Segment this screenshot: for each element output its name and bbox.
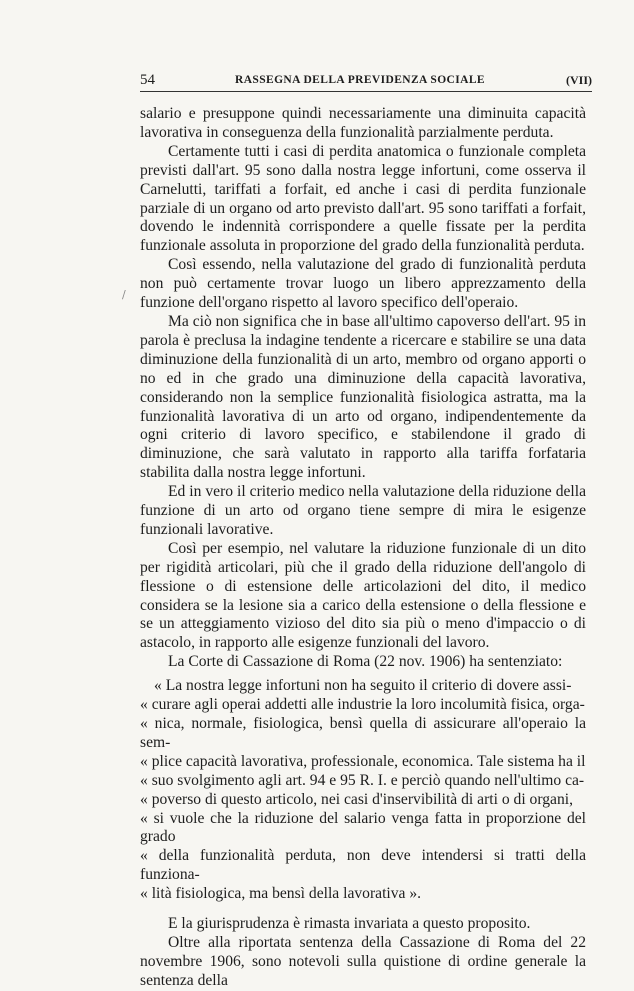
quote-line: « poverso di questo articolo, nei casi d'inservibilità di arti o di organi, [140,791,586,810]
quote-line: « si vuole che la riduzione del salario venga fatta in proporzione del grado [140,810,586,848]
journal-title: RASSEGNA DELLA PREVIDENZA SOCIALE [235,74,485,86]
paragraph: Così essendo, nella valutazione del grado di funzionalità perduta non può certamente trovar luogo un libero apprezzamento della funzione dell'organo rispetto al lavoro specifico dell'operaio. [140,256,586,312]
paragraph: La Corte di Cassazione di Roma (22 nov. 1906) ha sentenziato: [168,653,563,671]
running-header [140,72,592,88]
paragraph: Ma ciò non significa che in base all'ultimo capoverso dell'art. 95 in parola è preclusa la indagine tendente a ricercare e stabilire se una data diminuzione della funzionalità di un arto, membro od organo apporti o no ed in che grado una diminuzione della capacità lavorativa, considerando non la semplice funzionalità fisiologica astratta, ma la funzionalità lavorativa di un arto od organo, indipendentemente da ogni criterio di lavoro specifico, e stabilendone il grado di diminuzione, che sarà valutato in rapporto alla tariffa forfataria stabilita dalla nostra legge infortuni. [140,312,586,482]
quote-line: « lità fisiologica, ma bensì della lavorativa ». [140,885,586,904]
quote-line: « suo svolgimento agli art. 94 e 95 R. I. e perciò quando nell'ultimo ca- [140,772,586,791]
paragraph-continuation: salario e presuppone quindi necessariamente una diminuita capacità lavorativa in conseguenza della funzionalità parzialmente perduta. [140,105,586,141]
page-number: 54 [140,72,155,88]
quote-line: « curare agli operai addetti alle industrie la loro incolumità fisica, orga- [140,696,586,715]
section-number: (VII) [566,73,592,87]
quote-line: « della funzionalità perduta, non deve intendersi si tratti della funziona- [140,847,586,885]
paragraph: Così per esempio, nel valutare la riduzione funzionale di un dito per rigidità articolari, più che il grado della riduzione dell'angolo di flessione o di estensione delle articolazioni del dito, il medico considera se la lesione sia a carico della estensione o della flessione e se un atteggiamento vizioso del dito sia più o meno d'impaccio o di astacolo, in rapporto alle esigenze funzionali del lavoro. [140,539,586,652]
quote-line: « nica, normale, fisiologica, bensì quella di assicurare all'operaio la sem- [140,715,586,753]
paragraph: E la giurisprudenza è rimasta invariata a questo proposito. [168,915,531,933]
header-rule [140,91,592,92]
margin-mark: / [122,288,126,301]
quote-line: « La nostra legge infortuni non ha seguito il criterio di dovere assi- [154,677,572,695]
paragraph: Ed in vero il criterio medico nella valutazione della riduzione della funzione di un arto od organo tiene sempre di mira le esigenze funzionali lavorative. [140,483,586,538]
paragraph: Certamente tutti i casi di perdita anatomica o funzionale completa previsti dall'art. 95 sono dalla nostra legge infortuni, come osserva il Carnelutti, tariffati a forfait, ed anche i casi di perdita funzionale parziale di un organo od arto previsto dall'art. 95 sono tariffati a forfait, dovendo le indennità corrispondere a quelle fissate per la perdita funzionale assoluta in proporzione del grado della funzionalità perduta. [140,142,586,255]
court-quotation [140,677,586,904]
paragraph: Oltre alla riportata sentenza della Cassazione di Roma del 22 novembre 1906, sono notevoli sulla quistione di ordine generale la sentenza della [140,933,586,989]
quote-line: « plice capacità lavorativa, professionale, economica. Tale sistema ha il [140,753,586,772]
body-text [140,105,586,991]
